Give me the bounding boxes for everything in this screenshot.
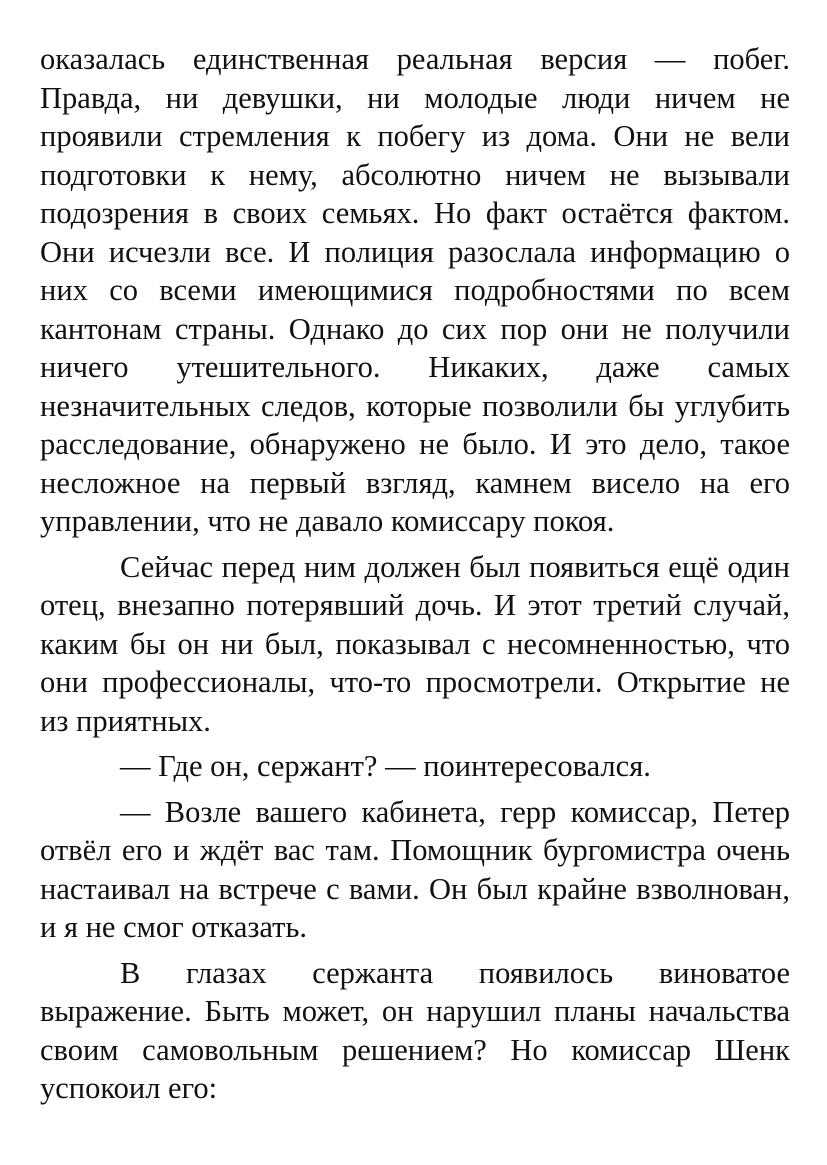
paragraph-2: Сейчас перед ним должен был появиться ещё один отец, внезапно потерявший дочь. И этот третий случай, каким бы он ни был, показывал с несомненностью, что они профессионалы, что-то просмотрели. Открытие не из приятных.: [40, 549, 790, 738]
paragraph-4-dialogue: — Возле вашего кабинета, герр комиссар, Петер отвёл его и ждёт вас там. Помощник бургомистра очень настаивал на встрече с вами. Он был крайне взволнован, и я не смог отказать.: [40, 794, 790, 944]
paragraph-1: оказалась единственная реальная версия — побег. Правда, ни девушки, ни молодые люди ничем не проявили стремления к побегу из дома. Они не вели подготовки к нему, абсолютно ничем не вызывали подозрения в своих семьях. Но факт остаётся фактом. Они исчезли все. И полиция разослала информацию о них со всеми имеющимися подробностями по всем кантонам страны. Однако до сих пор они не получили ничего утешительного. Никаких, даже самых незначительных следов, которые позволили бы углубить расследование, обнаружено не было. И это дело, такое несложное на первый взгляд, камнем висело на его управлении, что не давало комиссару покоя.: [40, 42, 790, 538]
paragraph-5: В глазах сержанта появилось виноватое выражение. Быть может, он нарушил планы начальства своим самовольным решением? Но комиссар Шенк успокоил его:: [40, 955, 790, 1105]
book-page: [40, 40, 790, 1108]
paragraph-3-dialogue: — Где он, сержант? — поинтересовался.: [120, 749, 651, 783]
